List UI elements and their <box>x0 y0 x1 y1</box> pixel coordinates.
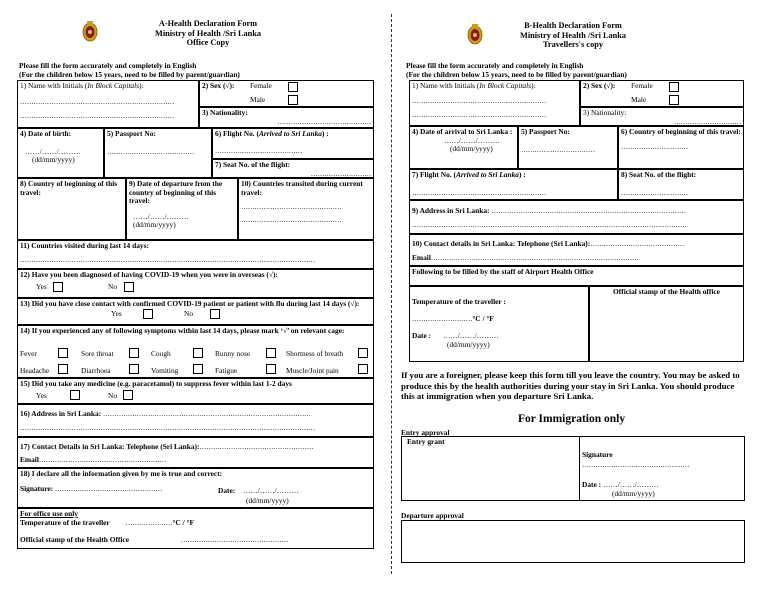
form-a-title: A-Health Declaration Form <box>158 19 258 28</box>
form-b-seat-field[interactable]: 8) Seat No. of the flight: ………………………… <box>618 169 744 200</box>
sri-lanka-emblem <box>467 23 483 45</box>
form-a-covid-diagnosis-field: 12) Have you been diagnosed of having COVID-19 when you were in overseas (√): Yes No <box>17 269 374 298</box>
sri-lanka-emblem <box>82 20 98 42</box>
form-a-dob-field[interactable]: 4) Date of birth: ……/……/……… (dd/mm/yyyy) <box>17 128 104 178</box>
form-a-sex-field: 2) Sex (√): Female Male <box>199 80 374 107</box>
form-b-arrival-date-field[interactable]: 4) Date of arrival to Sri Lanka : ……/……/……… (dd/mm/yyyy) <box>409 126 518 169</box>
form-a-male-label: Male <box>250 95 266 104</box>
form-a-departure-date-field[interactable]: 9) Date of departure from the country of beginning of this travel: ……/……/……… (dd/mm/yyyy) <box>126 178 238 240</box>
form-a-male-checkbox[interactable] <box>288 95 298 105</box>
form-a-passport-field[interactable]: 5) Passport No: ………………………………… <box>104 128 212 178</box>
symptom-fatigue-label: Fatigue <box>215 366 238 375</box>
form-a-q13-yes-checkbox[interactable] <box>143 309 153 319</box>
form-a-signature-label: Signature: <box>20 483 54 493</box>
symptom-diarrhoea-label: Diarrhoea <box>81 366 111 375</box>
form-b-intro-line1: Please fill the form accurately and completely in English <box>406 61 584 70</box>
form-a-country-beginning-field[interactable]: 8) Country of beginning of this travel: <box>17 178 126 240</box>
form-b-country-beginning-field[interactable]: 6) Country of beginning of this travel: ………………………… <box>618 126 744 169</box>
form-b-passport-field[interactable]: 5) Passport No: …………………………… <box>518 126 618 169</box>
form-b-stamp-box: Official stamp of the Health office <box>589 286 744 362</box>
form-a-q15-no-checkbox[interactable] <box>123 390 133 400</box>
symptom-cough-label: Cough <box>151 349 171 358</box>
form-a-nationality-field[interactable]: 3) Nationality: …………………………………… <box>199 107 374 128</box>
cut-line <box>391 14 392 574</box>
form-b-immigration-title: For Immigration only <box>518 413 626 425</box>
form-a-header <box>120 19 296 48</box>
form-b-entry-date[interactable]: ……/……/……… <box>602 480 659 489</box>
symptom-muscle-joint-pain-checkbox[interactable] <box>358 364 368 374</box>
form-b-intro-line2: (For the children below 15 years, need to be filled by parent/guardian) <box>406 69 627 79</box>
symptom-runny-nose-label: Runny nose <box>215 349 251 358</box>
form-a-name-line1: …………………………………………………………… <box>20 97 175 106</box>
form-b-entry-approval-label: Entry approval <box>401 428 450 437</box>
form-a-copy-label: Office Copy <box>186 38 230 47</box>
form-b-header <box>488 21 658 50</box>
form-b-staff-note: Following to be filled by the staff of Airport Health Office <box>409 266 744 286</box>
form-b-female-checkbox[interactable] <box>669 82 679 92</box>
form-b-nationality-field[interactable]: 3) Nationality: ………………………… <box>580 107 744 126</box>
symptom-headache-label: Headache <box>20 366 50 375</box>
symptom-vomiting-label: Vomiting <box>151 366 179 375</box>
form-a-q13-no-checkbox[interactable] <box>210 309 220 319</box>
form-a-close-contact-field: 13) Did you have close contact with confirmed COVID-19 patient or patient with flu during last 14 days (√): Yes No <box>17 298 374 325</box>
form-a-email-label: Email <box>20 454 39 464</box>
form-a-name-field[interactable]: 1) Name with Initials (In Block Capitals): …………………………………………………………… …………………………………………………………… <box>17 80 199 128</box>
form-b-copy-label: Travellers's copy <box>543 40 603 49</box>
form-a-name-line2: …………………………………………………………… <box>20 112 175 121</box>
form-b-flight-field[interactable]: 7) Flight No. (Arrived to Sri Lanka) : …………………………………………………… <box>409 169 618 200</box>
form-b-intro <box>406 62 756 79</box>
form-a-flight-field[interactable]: 6) Flight No. (Arrived to Sri Lanka) : ………………………………… <box>212 128 374 159</box>
symptom-vomiting-checkbox[interactable] <box>193 364 203 374</box>
form-a-medicine-field: 15) Did you take any medicine (e.g. paracetamol) to suppress fever within last 1-2 days Yes No <box>17 378 374 404</box>
form-a-declaration-date[interactable]: ……/……/……… <box>243 486 299 495</box>
form-b-address-field[interactable]: 9) Address in Sri Lanka: …………………………………………………………………………… …………………………………………………………………………………………………………… <box>409 200 744 234</box>
form-a-contact-field[interactable]: 17) Contact Details in Sri Lanka: Telephone (Sri Lanka):…………………………………………… Email………………………………………………… <box>17 437 374 468</box>
form-b-male-checkbox[interactable] <box>669 95 679 105</box>
symptom-headache-checkbox[interactable] <box>58 364 68 374</box>
symptom-sore-throat-checkbox[interactable] <box>129 348 139 358</box>
form-a-intro-line1: Please fill the form accurately and completely in English <box>19 61 197 70</box>
symptom-runny-nose-checkbox[interactable] <box>266 348 276 358</box>
form-a-address-field[interactable]: 16) Address in Sri Lanka: ………………………………………………………………………………… …………………………………………………………………………………………………………………… <box>17 404 374 437</box>
form-b-entry-signature-line[interactable]: ………………………………………… <box>582 461 690 469</box>
symptom-shortness-of-breath-checkbox[interactable] <box>358 348 368 358</box>
form-a-intro-line2: (For the children below 15 years, need to be filled by parent/guardian) <box>19 69 240 79</box>
form-a-signature-line[interactable]: ………………………………………… <box>54 484 163 493</box>
form-b-sex-field: 2) Sex (√): Female Male <box>580 80 744 107</box>
symptom-fever-checkbox[interactable] <box>58 348 68 358</box>
form-b-temperature-section[interactable]: Temperature of the traveller : ………………………°C / °F Date : ……/……/……… (dd/mm/yyyy) <box>409 286 589 362</box>
form-b-name-field[interactable]: 1) Name with Initials (In Block Capitals): …………………………………………………… …………………………………………………… <box>409 80 580 126</box>
symptom-fatigue-checkbox[interactable] <box>266 364 276 374</box>
form-a-transit-field[interactable]: 10) Countries transited during current travel: ……………………………………… ……………………………………… <box>238 178 374 240</box>
form-b-contact-field[interactable]: 10) Contact details in Sri Lanka: Telephone (Sri Lanka):…………………………………… Email………………………………………………………………………………… <box>409 234 744 266</box>
form-a-countries-visited-field[interactable]: 11) Countries visited during last 14 days: …………………………………………………………………………………………………………………… <box>17 240 374 269</box>
form-a-ministry: Ministry of Health /Sri Lanka <box>154 28 262 38</box>
symptom-cough-checkbox[interactable] <box>193 348 203 358</box>
form-a-symptoms-field: 14) If you experienced any of following symptoms within last 14 days, please mark ‘√’ on relevant cage: Fever Sore throat Cough Runny nose Shortness of breath Headache Diarrhoea Vomiting Fatigue Muscle/Joint pain <box>17 325 374 378</box>
form-a-q15-yes-checkbox[interactable] <box>70 390 80 400</box>
form-b-departure-approval-box[interactable] <box>401 520 745 563</box>
symptom-diarrhoea-checkbox[interactable] <box>129 364 139 374</box>
symptom-sore-throat-label: Sore throat <box>81 349 114 358</box>
form-a-q12-yes-checkbox[interactable] <box>53 282 63 292</box>
symptom-shortness-of-breath-label: Shortness of breath <box>286 349 344 358</box>
form-b-departure-approval-label: Departure approval <box>401 511 464 520</box>
form-a-declaration-field: 18) I declare all the information given by me is true and correct: Signature: ………………………………………… Date: ……/……/……… (dd/mm/yyyy) <box>17 468 374 508</box>
form-b-ministry: Ministry of Health /Sri Lanka <box>519 30 627 40</box>
form-a-seat-field[interactable]: 7) Seat No. of the flight: ……………………… <box>212 159 374 178</box>
form-a-female-label: Female <box>250 81 272 90</box>
form-a-female-checkbox[interactable] <box>288 82 298 92</box>
symptom-muscle-joint-pain-label: Muscle/Joint pain <box>286 366 339 375</box>
symptom-fever-label: Fever <box>20 349 37 358</box>
form-b-foreigner-note: If you are a foreigner, please keep this form till you leave the country. You may be asked to produce this by the health authorities during your stay in Sri Lanka. You should produce this at immigration when you departure Sri Lanka. <box>401 370 740 401</box>
form-b-entry-approval-box: Entry grant Signature ………………………………………… Date : ……/……/……… (dd/mm/yyyy) <box>401 436 745 501</box>
form-b-title: B-Health Declaration Form <box>524 21 622 30</box>
form-a-office-use-section: For office use only Temperature of the traveller …………………°C / °F Official stamp of the Health Office ………………………………………… <box>17 508 374 549</box>
form-a-intro <box>19 62 379 79</box>
form-a-q12-no-checkbox[interactable] <box>124 282 134 292</box>
